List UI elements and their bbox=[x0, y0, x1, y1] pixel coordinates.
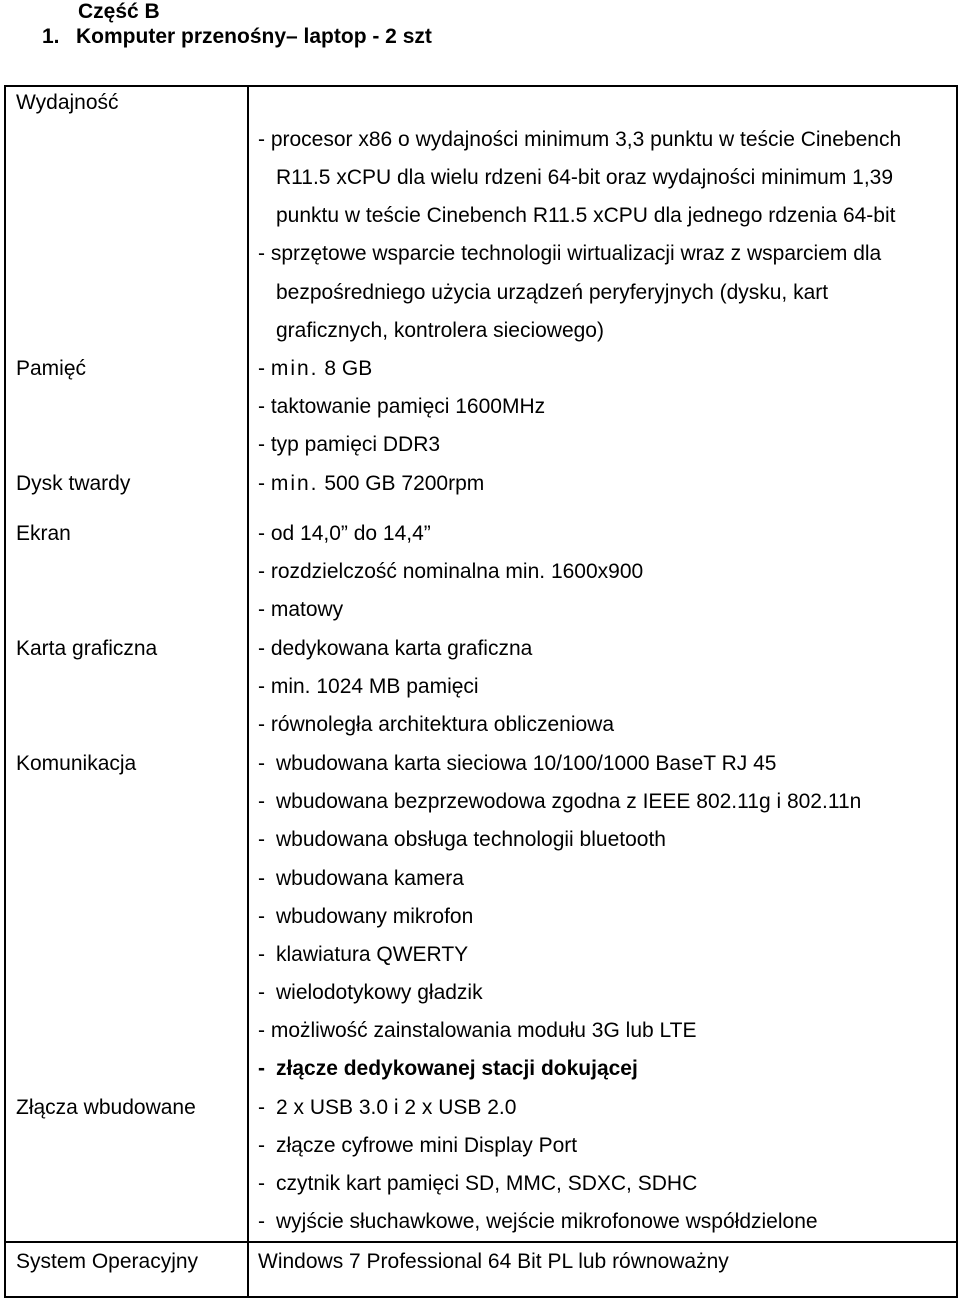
spec-table bbox=[4, 85, 958, 1298]
spec-min: min. bbox=[270, 472, 319, 495]
spec-line bbox=[258, 1050, 638, 1088]
section-heading: Część B bbox=[78, 0, 160, 23]
spec-line bbox=[258, 465, 484, 503]
spec-line bbox=[258, 936, 468, 974]
spec-text: wbudowana bezprzewodowa zgodna z IEEE 802.11g i 802.11n bbox=[276, 790, 862, 813]
spec-line bbox=[258, 1127, 577, 1165]
spec-line bbox=[258, 1203, 818, 1241]
spec-value: 8 GB bbox=[318, 357, 373, 380]
spec-line: - procesor x86 o wydajności minimum 3,3 punktu w teście Cinebench bbox=[258, 128, 902, 151]
spec-dash: - bbox=[258, 790, 265, 813]
spec-text: klawiatura QWERTY bbox=[276, 943, 469, 966]
item-title: Komputer przenośny– laptop - 2 szt bbox=[76, 25, 432, 48]
spec-line bbox=[258, 745, 776, 783]
spec-line: R11.5 xCPU dla wielu rdzeni 64-bit oraz wydajności minimum 1,39 bbox=[276, 166, 894, 189]
spec-line bbox=[258, 898, 473, 936]
label-zlacza: Złącza wbudowane bbox=[16, 1096, 196, 1119]
spec-min: min. bbox=[270, 357, 319, 380]
spec-text: wielodotykowy gładzik bbox=[276, 981, 483, 1004]
spec-text: 2 x USB 3.0 i 2 x USB 2.0 bbox=[276, 1096, 517, 1119]
spec-dash: - bbox=[258, 752, 265, 775]
spec-line: - matowy bbox=[258, 598, 344, 621]
spec-line: - możliwość zainstalowania modułu 3G lub LTE bbox=[258, 1019, 697, 1042]
item-number: 1. bbox=[42, 25, 60, 48]
label-system: System Operacyjny bbox=[16, 1250, 199, 1273]
label-dysk: Dysk twardy bbox=[16, 472, 131, 495]
item-heading bbox=[42, 25, 432, 49]
spec-line: - min. 1024 MB pamięci bbox=[258, 675, 479, 698]
spec-line: graficznych, kontrolera sieciowego) bbox=[276, 319, 604, 342]
label-wydajnosc: Wydajność bbox=[16, 91, 119, 114]
spec-dash: - bbox=[258, 905, 265, 928]
spec-dash: - bbox=[258, 1134, 265, 1157]
spec-text: wbudowana kamera bbox=[276, 867, 464, 890]
label-pamiec: Pamięć bbox=[16, 357, 87, 380]
spec-line: - równoległa architektura obliczeniowa bbox=[258, 713, 615, 736]
label-komunikacja: Komunikacja bbox=[16, 752, 137, 775]
spec-dash: - bbox=[258, 1172, 265, 1195]
spec-line bbox=[258, 783, 861, 821]
column-divider bbox=[247, 87, 249, 1296]
spec-prefix: - bbox=[258, 357, 271, 380]
spec-line: punktu w teście Cinebench R11.5 xCPU dla jednego rdzenia 64-bit bbox=[276, 204, 896, 227]
spec-line: - rozdzielczość nominalna min. 1600x900 bbox=[258, 560, 644, 583]
label-karta: Karta graficzna bbox=[16, 637, 158, 660]
spec-line: - typ pamięci DDR3 bbox=[258, 433, 441, 456]
spec-line: - taktowanie pamięci 1600MHz bbox=[258, 395, 546, 418]
spec-line: - sprzętowe wsparcie technologii wirtualizacji wraz z wsparciem dla bbox=[258, 242, 882, 265]
spec-dash: - bbox=[258, 1210, 265, 1233]
spec-line bbox=[258, 350, 372, 388]
spec-text: wbudowana karta sieciowa 10/100/1000 BaseT RJ 45 bbox=[276, 752, 777, 775]
spec-text: złącze cyfrowe mini Display Port bbox=[276, 1134, 578, 1157]
spec-text: czytnik kart pamięci SD, MMC, SDXC, SDHC bbox=[276, 1172, 698, 1195]
spec-line bbox=[258, 821, 666, 859]
spec-dash: - bbox=[258, 1057, 265, 1080]
label-ekran: Ekran bbox=[16, 522, 71, 545]
spec-dash: - bbox=[258, 828, 265, 851]
spec-line: - dedykowana karta graficzna bbox=[258, 637, 533, 660]
spec-prefix: - bbox=[258, 472, 271, 495]
spec-value: 500 GB 7200rpm bbox=[318, 472, 485, 495]
spec-text: wbudowana obsługa technologii bluetooth bbox=[276, 828, 666, 851]
spec-line: Windows 7 Professional 64 Bit PL lub równoważny bbox=[258, 1250, 729, 1273]
spec-dash: - bbox=[258, 981, 265, 1004]
spec-dash: - bbox=[258, 1096, 265, 1119]
spec-line bbox=[258, 1165, 697, 1203]
spec-dash: - bbox=[258, 943, 265, 966]
spec-line bbox=[258, 1089, 516, 1127]
spec-text: wyjście słuchawkowe, wejście mikrofonowe współdzielone bbox=[276, 1210, 818, 1233]
spec-line: - od 14,0” do 14,4” bbox=[258, 522, 431, 545]
spec-dash: - bbox=[258, 867, 265, 890]
spec-line bbox=[258, 860, 464, 898]
spec-line bbox=[258, 974, 483, 1012]
spec-text: złącze dedykowanej stacji dokującej bbox=[276, 1057, 638, 1080]
spec-line: bezpośredniego użycia urządzeń peryferyjnych (dysku, kart bbox=[276, 281, 829, 304]
spec-text: wbudowany mikrofon bbox=[276, 905, 474, 928]
